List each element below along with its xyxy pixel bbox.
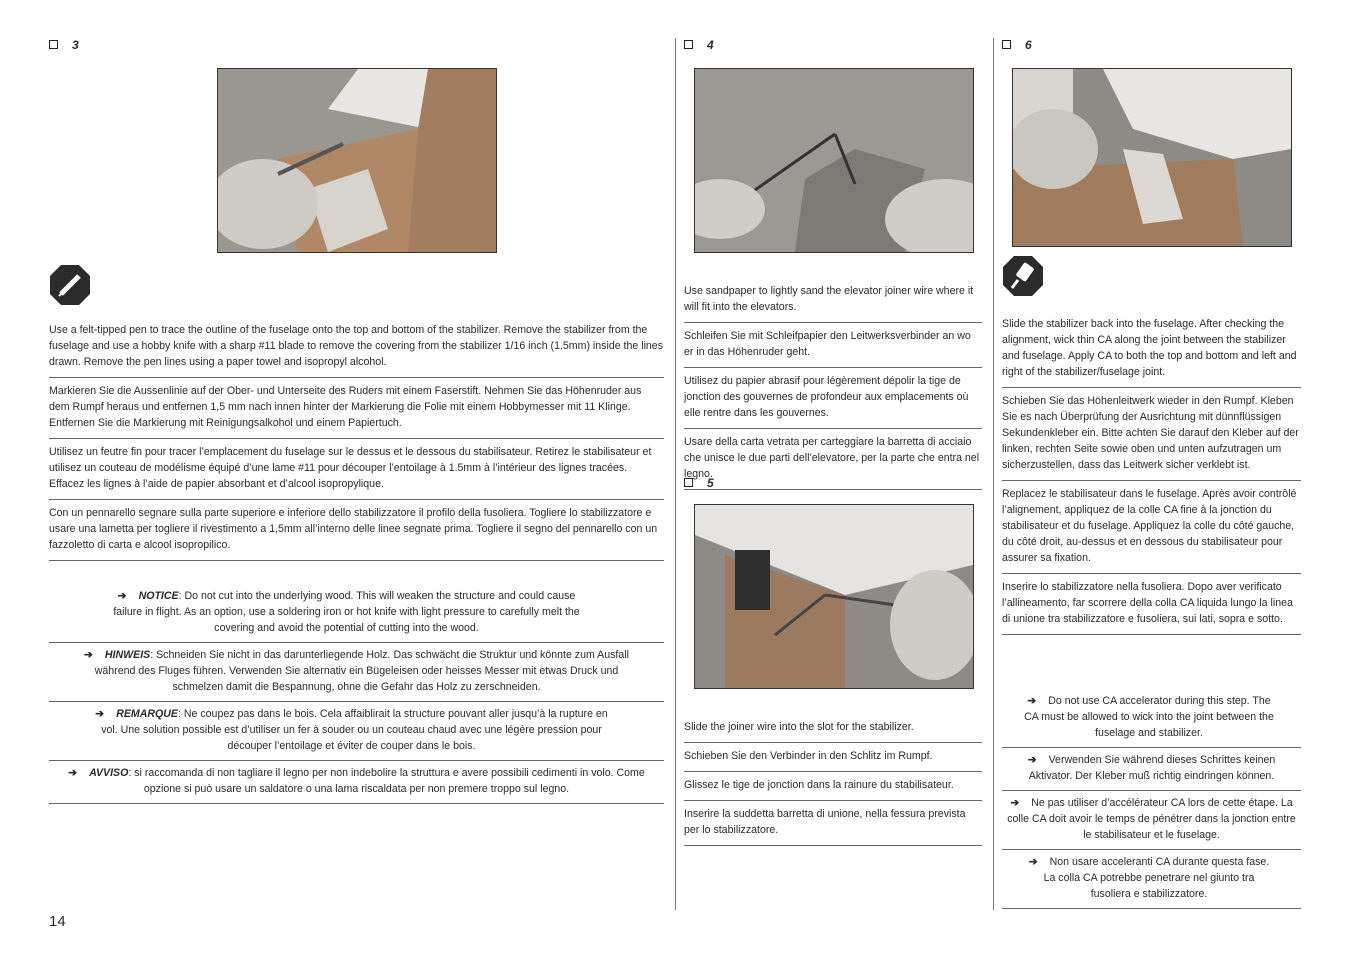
instruction-de: Schleifen Sie mit Schleifpapier den Leitwerksverbinder an wo er in das Höhenruder geht.	[684, 323, 982, 368]
instruction-de: Schieben Sie das Höhenleitwerk wieder in den Rumpf. Kleben Sie es nach Überprüfung der Ausrichtung mit dünnflüssigen Sekundenkleber ein. Bitte achten Sie darauf den Kleber auf der linken, rechten Seite sowie oben und unten aufzutragen um sicherzustellen, dass das Leitwerk sicher verklebt ist.	[1002, 388, 1301, 481]
step-6-photo	[1012, 68, 1292, 247]
arrow-icon: ➔	[68, 767, 78, 779]
step-number: 6	[1025, 38, 1032, 52]
instruction-fr: Glissez le tige de jonction dans la rainure du stabilisateur.	[684, 772, 982, 801]
instruction-it: Usare della carta vetrata per carteggiare la barretta di acciaio che unisce le due parti dell’elevatore, per la parte che entra nel legno.	[684, 429, 982, 490]
step-3-text	[49, 317, 664, 561]
step-3-column	[49, 36, 664, 54]
notice-it	[49, 761, 664, 804]
arrow-icon: ➔	[117, 590, 127, 602]
instruction-fr: Replacez le stabilisateur dans le fuselage. Après avoir contrôlé l’alignement, appliquez de la colle CA fine à la jonction du stabilisateur et du fuselage. Appliquez la colle du côté gauche, du côté droit, au-dessus et en dessous du stabilisateur pour assurer sa fixation.	[1002, 481, 1301, 574]
tip-text: Verwenden Sie während dieses Schrittes keinen Aktivator. Der Kleber muß richtig eindringen können.	[1028, 754, 1276, 782]
tip-text: Non usare acceleranti CA durante questa fase. La colla CA potrebbe penetrare nel giunto tra fusoliera e stabilizzatore.	[1043, 856, 1270, 900]
arrow-icon: ➔	[1027, 695, 1037, 707]
arrow-icon: ➔	[1027, 754, 1037, 766]
instruction-en: Use a felt-tipped pen to trace the outline of the fuselage onto the top and bottom of the stabilizer. Remove the stabilizer from the fuselage and use a hobby knife with a sharp #11 blade to remove the covering from the stabilizer 1/16 inch (1.5mm) inside the lines drawn. Remove the pen lines using a paper towel and isopropyl alcohol.	[49, 317, 664, 378]
step-4-column	[684, 36, 982, 54]
step-4-heading	[684, 36, 982, 54]
instruction-fr: Utilisez du papier abrasif pour légèrement dépolir la tige de jonction des gouvernes de profondeur aux emplacements où elle rentre dans les gouvernes.	[684, 368, 982, 429]
instruction-en: Use sandpaper to lightly sand the elevator joiner wire where it will fit into the elevators.	[684, 278, 982, 323]
checkbox-icon[interactable]	[684, 478, 693, 487]
notice-de	[49, 643, 664, 702]
step-4-text	[684, 278, 982, 490]
step-number: 3	[72, 38, 79, 52]
step-4-photo	[694, 68, 974, 253]
felt-pen-icon	[49, 264, 91, 306]
notice-text: : Ne coupez pas dans le bois. Cela affaiblirait la structure pouvant aller jusqu’à la rupture en vol. Une solution possible est d’utiliser un fer à souder ou un couteau chaud avec une légère pression pour découper l’entoilage et éviter de couper dans le bois.	[101, 708, 608, 752]
arrow-icon: ➔	[1028, 856, 1038, 868]
checkbox-icon[interactable]	[49, 40, 58, 49]
tip-de	[1002, 748, 1301, 791]
instruction-it: Con un pennarello segnare sulla parte superiore e inferiore dello stabilizzatore il profilo della fusoliera. Togliere lo stabilizzatore e usare una lametta per togliere il rivestimento a 1,5mm all’interno delle linee segnate prima. Togliere il segno del pennarello con un fazzoletto di carta e alcool isopropilico.	[49, 500, 664, 561]
arrow-icon: ➔	[84, 649, 93, 661]
column-divider	[675, 38, 676, 910]
tip-fr	[1002, 791, 1301, 850]
notice-en	[49, 584, 664, 643]
notice-label: HINWEIS	[104, 649, 151, 661]
instruction-de: Markieren Sie die Aussenlinie auf der Ober- und Unterseite des Ruders mit einem Faserstift. Nehmen Sie das Höhenruder aus dem Rumpf heraus und entfernen 1,5 mm nach innen hinter der Markierung die Folie mit einem Hobbymesser mit 11 Klinge. Entfernen Sie die Markierung mit Reinigungsalkohol und einem Papiertuch.	[49, 378, 664, 439]
page-number: 14	[49, 913, 66, 930]
column-divider	[993, 38, 994, 910]
instruction-fr: Utilisez un feutre fin pour tracer l’emplacement du fuselage sur le dessus et le dessous du stabilisateur. Retirez le stabilisateur et utilisez un couteau de modélisme équipé d’une lame #11 pour découper l’entoilage à 1.5mm à l’intérieur des lignes tracées. Effacez les lignes à l’aide de papier absorbant et d’alcool isopropylique.	[49, 439, 664, 500]
notice-text: : Do not cut into the underlying wood. This will weaken the structure and could cause failure in flight. As an option, use a soldering iron or hot knife with light pressure to carefully melt the covering and avoid the potential of cutting into the wood.	[113, 590, 580, 634]
step-6-column	[1002, 36, 1301, 54]
step-number: 5	[707, 476, 714, 490]
step-number: 4	[707, 38, 714, 52]
instruction-de: Schieben Sie den Verbinder in den Schlitz im Rumpf.	[684, 743, 982, 772]
step-6-heading	[1002, 36, 1301, 54]
arrow-icon: ➔	[1010, 797, 1020, 809]
tip-it	[1002, 850, 1301, 909]
step-5-photo	[694, 504, 974, 689]
notice-fr	[49, 702, 664, 761]
tip-text: Do not use CA accelerator during this step. The CA must be allowed to wick into the joint between the fuselage and stabilizer.	[1024, 695, 1274, 739]
instruction-it: Inserire la suddetta barretta di unione, nella fessura prevista per lo stabilizzatore.	[684, 801, 982, 846]
ca-glue-icon	[1002, 255, 1044, 297]
step-3-photo	[217, 68, 497, 253]
step-5-heading	[684, 474, 982, 492]
instruction-it: Inserire lo stabilizzatore nella fusoliera. Dopo aver verificato l’allineamento, far scorrere della colla CA liquida lungo la linea di unione tra stabilizzatore e fusoliera, sui lati, sopra e sotto.	[1002, 574, 1301, 635]
notice-label: AVVISO	[89, 767, 129, 779]
step-3-notices	[49, 584, 664, 804]
notice-text: : Schneiden Sie nicht in das darunterliegende Holz. Das schwächt die Struktur und könnte zum Ausfall während des Fluges führen. Verwenden Sie alternativ ein Bügeleisen oder heisses Messer mit etwas Druck und schmelzen damit die Bespannung, ohne die Gefahr das Holz zu zerschneiden.	[94, 649, 629, 693]
notice-text: : si raccomanda di non tagliare il legno per non indebolire la struttura e avere possibili cedimenti in volo. Come opzione si può usare un saldatore o una lama riscaldata per non premere troppo sul legno.	[128, 767, 645, 795]
step-6-tips	[1002, 689, 1301, 909]
checkbox-icon[interactable]	[1002, 40, 1011, 49]
notice-label: NOTICE	[138, 590, 179, 602]
tip-text: Ne pas utiliser d’accélérateur CA lors de cette étape. La colle CA doit avoir le temps de pénétrer dans la jonction entre le stabilisateur et le fuselage.	[1007, 797, 1296, 841]
step-6-text	[1002, 311, 1301, 635]
instruction-en: Slide the stabilizer back into the fuselage. After checking the alignment, wick thin CA along the joint between the stabilizer and fuselage. Apply CA to both the top and bottom and left and right of the stabilizer/fuselage joint.	[1002, 311, 1301, 388]
notice-label: REMARQUE	[116, 708, 178, 720]
instruction-en: Slide the joiner wire into the slot for the stabilizer.	[684, 714, 982, 743]
step-3-heading	[49, 36, 664, 54]
step-5-text	[684, 714, 982, 846]
checkbox-icon[interactable]	[684, 40, 693, 49]
tip-en	[1002, 689, 1301, 748]
arrow-icon: ➔	[95, 708, 105, 720]
